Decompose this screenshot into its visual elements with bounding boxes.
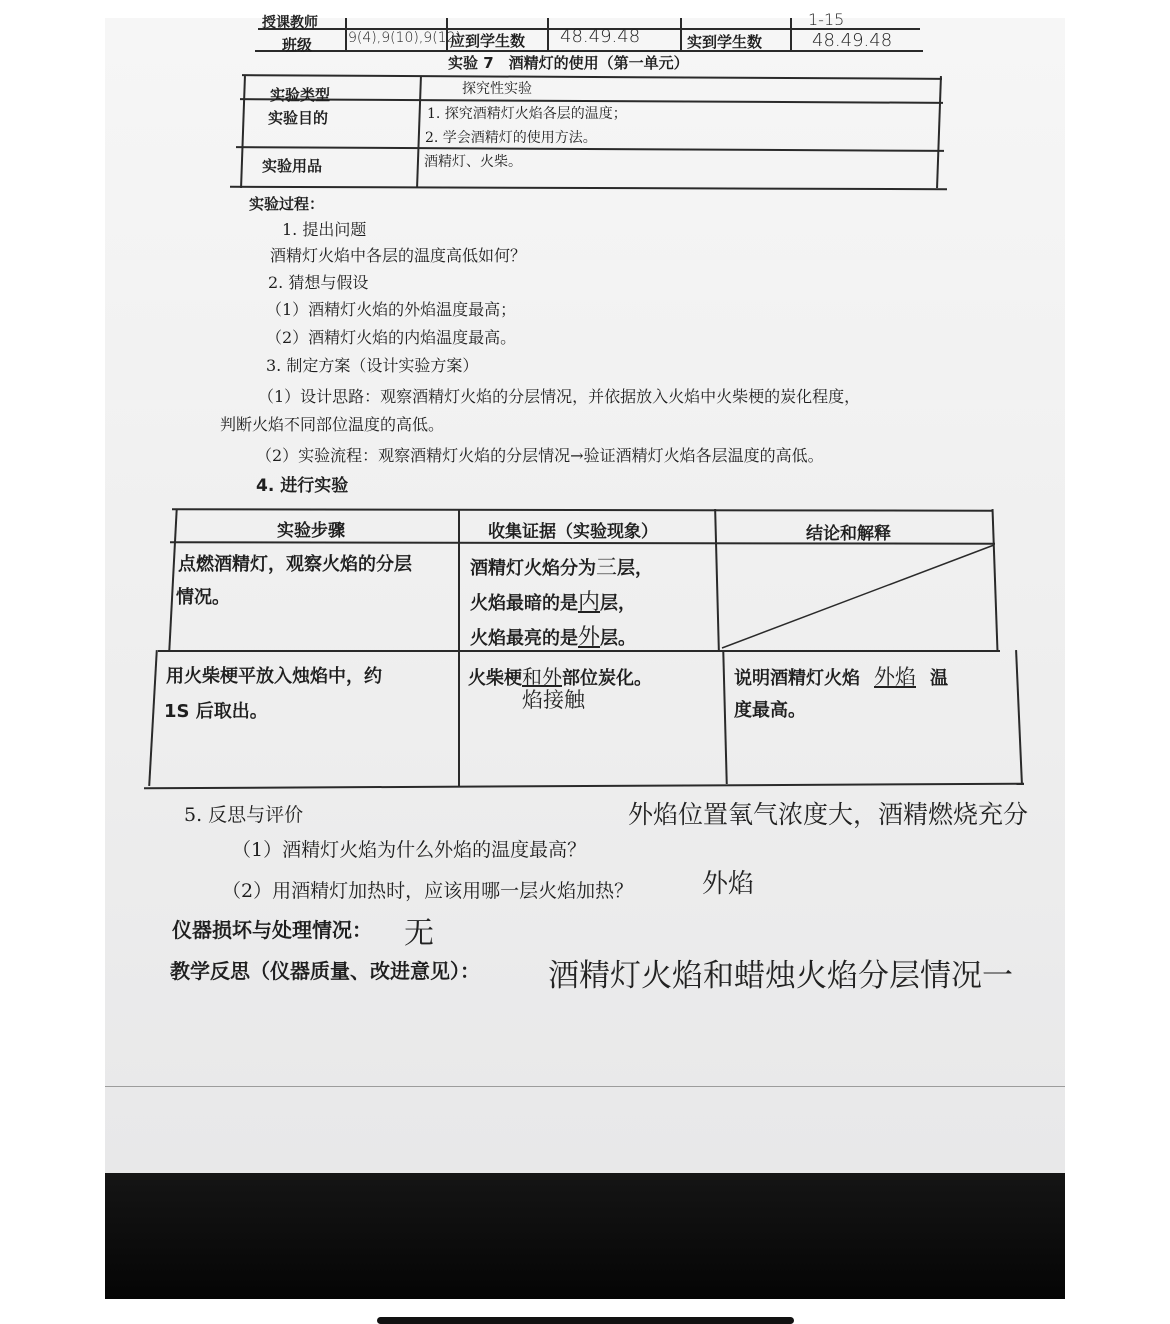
reflection-question-1: （1）酒精灯火焰为什么外焰的温度最高？ [232, 839, 587, 861]
teaching-handwritten: 酒精灯火焰和蜡烛火焰分层情况一 [548, 958, 1013, 994]
actual-value-handwritten: 48.49.48 [812, 30, 893, 51]
actual-label: 实到学生数 [687, 33, 763, 51]
class-value-handwritten: 9(4),9(10),9(12) [348, 30, 461, 46]
info-value-type: 探究性实验 [462, 81, 532, 97]
row1-evidence-3: 火焰最亮的是外层。 [470, 625, 637, 650]
row2-conclusion-line2: 度最高。 [734, 700, 806, 721]
row2-evidence-handwritten: 焰接触 [522, 688, 585, 712]
handwritten-answer: 三 [596, 555, 617, 579]
handwritten-answer: 外焰 [874, 665, 916, 689]
info-value-purpose-2: 2. 学会酒精灯的使用方法。 [425, 130, 597, 146]
row2-step-line2: 1S 后取出。 [164, 701, 268, 722]
step2-hypothesis-1: （1）酒精灯火焰的外焰温度最高； [266, 300, 517, 319]
class-label: 班级 [282, 36, 313, 54]
step2-hypothesis-2: （2）酒精灯火焰的内焰温度最高。 [266, 328, 517, 347]
row2-evidence: 火柴梗和外部位炭化。 [468, 665, 652, 689]
info-value-materials: 酒精灯、火柴。 [424, 154, 522, 170]
row1-step-line1: 点燃酒精灯，观察火焰的分层 [178, 554, 412, 575]
col-header-steps: 实验步骤 [277, 521, 345, 541]
time-value-handwritten: 1-15 [808, 10, 845, 29]
reflection-question-2: （2）用酒精灯加热时，应该用哪一层火焰加热？ [222, 880, 634, 902]
dark-desk-area [105, 1173, 1065, 1299]
expected-label: 应到学生数 [450, 32, 526, 50]
step1-question: 酒精灯火焰中各层的温度高低如何？ [270, 246, 527, 265]
reflection-heading: 5. 反思与评价 [184, 804, 304, 826]
expected-value-handwritten: 48.49.48 [560, 26, 641, 47]
teaching-label: 教学反思（仪器质量、改进意见）： [170, 959, 480, 983]
reflection-answer2-handwritten: 外焰 [702, 869, 755, 899]
step4-heading: 4. 进行实验 [256, 476, 349, 496]
col-header-conclusion: 结论和解释 [806, 524, 891, 544]
info-label-type: 实验类型 [270, 86, 331, 104]
row1-step-line2: 情况。 [176, 587, 230, 608]
info-label-materials: 实验用品 [262, 157, 323, 175]
teacher-label: 授课教师 [262, 15, 318, 31]
info-value-purpose-1: 1. 探究酒精灯火焰各层的温度； [427, 106, 627, 122]
process-heading: 实验过程： [249, 195, 325, 213]
info-label-purpose: 实验目的 [268, 109, 329, 127]
step3-flow: （2）实验流程：观察酒精灯火焰的分层情况→验证酒精灯火焰各层温度的高低。 [256, 446, 824, 465]
step2-heading: 2. 猜想与假设 [268, 273, 369, 292]
handwritten-answer: 外 [578, 625, 601, 650]
home-indicator [377, 1317, 794, 1324]
handwritten-answer: 和外 [522, 665, 562, 689]
row1-evidence-1: 酒精灯火焰分为三层， [470, 555, 653, 579]
damage-handwritten: 无 [404, 916, 434, 951]
sheet-edge [105, 1086, 1065, 1087]
col-header-evidence: 收集证据（实验现象） [488, 522, 658, 542]
damage-label: 仪器损坏与处理情况： [172, 918, 372, 942]
row2-conclusion-line1: 说明酒精灯火焰 外焰 温 [734, 665, 948, 689]
handwritten-answer: 内 [578, 590, 601, 615]
diagonal-slash [716, 542, 1000, 652]
step1-heading: 1. 提出问题 [282, 220, 367, 239]
step3-heading: 3. 制定方案（设计实验方案） [266, 356, 479, 375]
step3-design-1: （1）设计思路：观察酒精灯火焰的分层情况，并依据放入火焰中火柴梗的炭化程度， [258, 387, 861, 406]
step3-design-2: 判断火焰不同部位温度的高低。 [220, 415, 445, 434]
row1-evidence-2: 火焰最暗的是内层， [470, 590, 637, 615]
reflection-answer1-handwritten: 外焰位置氧气浓度大，酒精燃烧充分 [628, 800, 1029, 829]
row2-step-line1: 用火柴梗平放入烛焰中，约 [166, 666, 382, 687]
experiment-title: 实验 7 酒精灯的使用（第一单元） [448, 54, 689, 72]
